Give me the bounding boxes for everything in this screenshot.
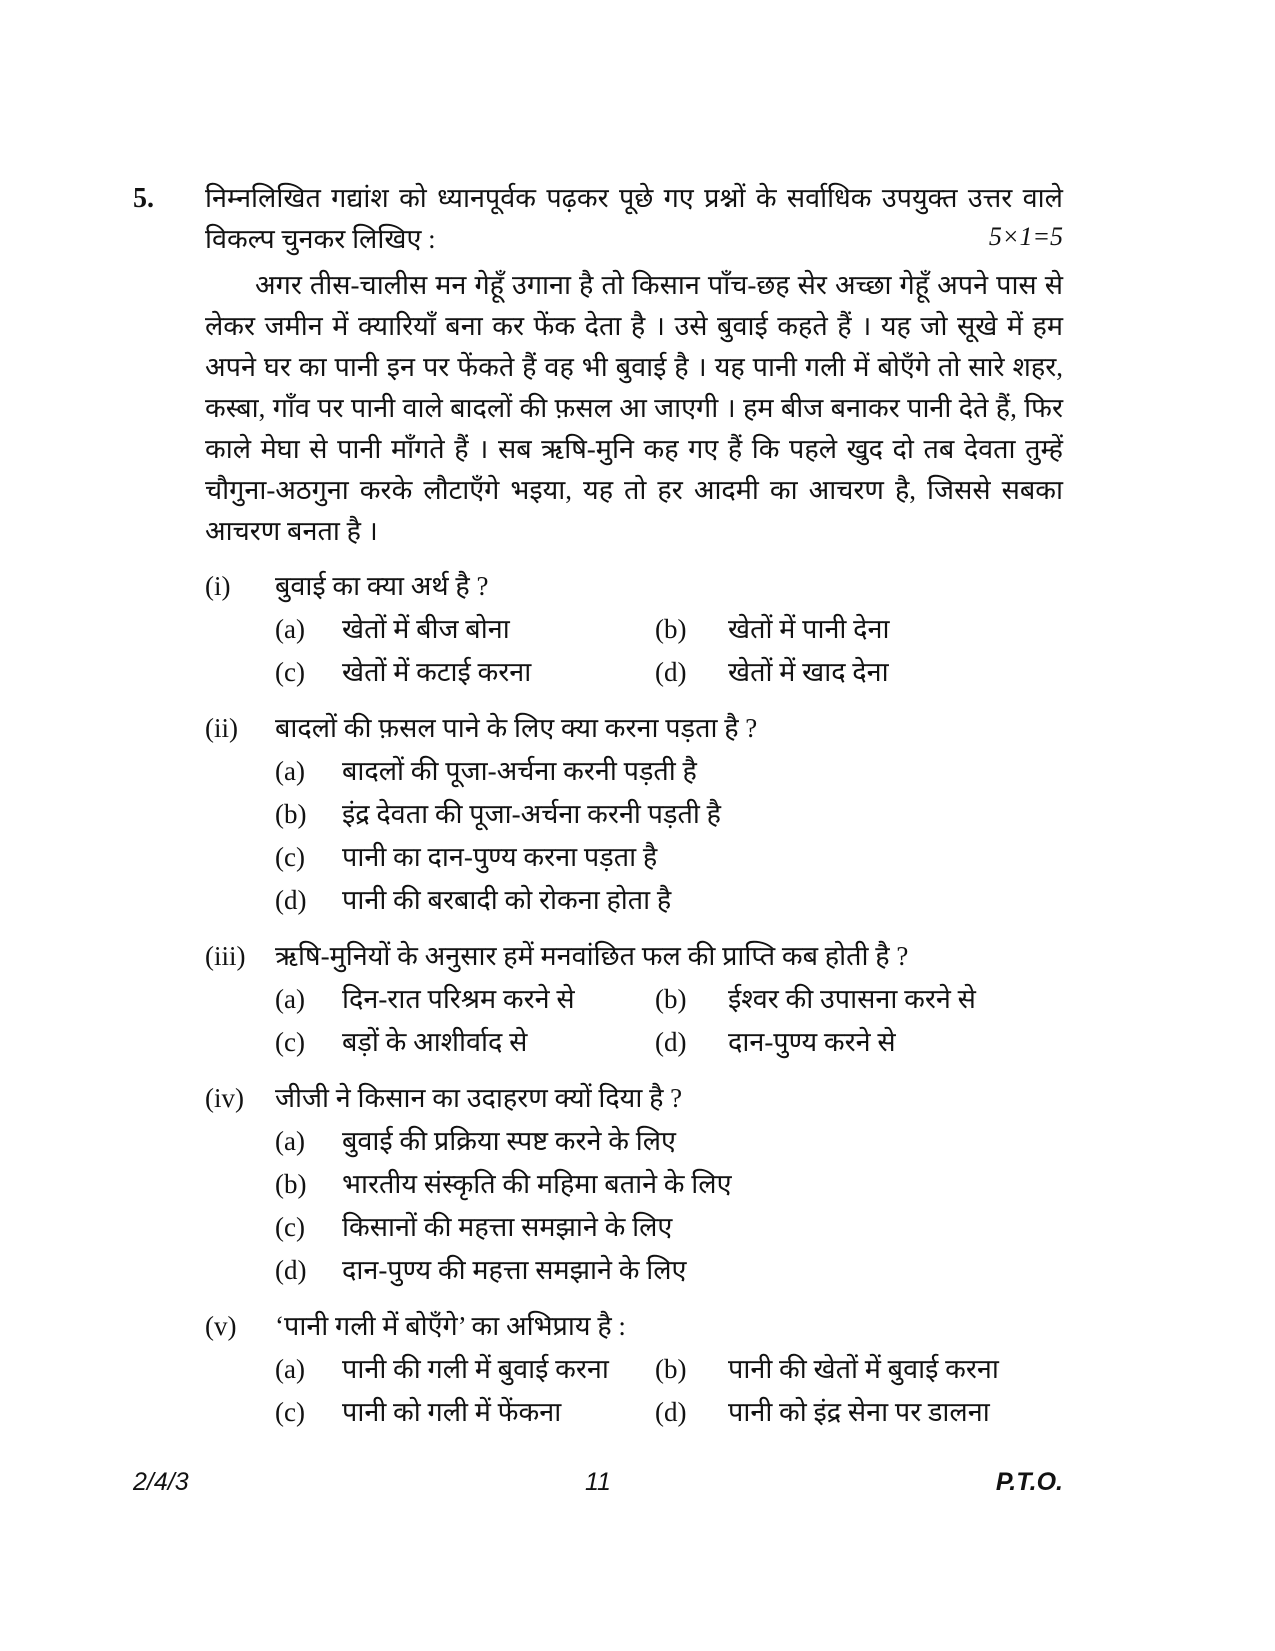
option-label: (a)	[275, 1354, 305, 1384]
option-d	[275, 1249, 687, 1292]
option-text: पानी की गली में बुवाई करना	[342, 1354, 609, 1384]
option-label: (d)	[655, 1397, 687, 1427]
option-row	[275, 1391, 1063, 1434]
sub-question-number: (ii)	[205, 713, 238, 743]
option-text: दान-पुण्य करने से	[728, 1027, 896, 1057]
option-b	[655, 1348, 999, 1391]
option-label: (c)	[275, 842, 305, 872]
pto-label: P.T.O.	[995, 1468, 1063, 1496]
option-text: बड़ों के आशीर्वाद से	[342, 1027, 528, 1057]
option-label: (b)	[275, 799, 307, 829]
question-prompt: निम्नलिखित गद्यांश को ध्यानपूर्वक पढ़कर पूछे गए प्रश्नों के सर्वाधिक उपयुक्त उत्तर वाले विकल्प चुनकर लिखिए :	[205, 183, 1063, 254]
reading-passage: अगर तीस-चालीस मन गेहूँ उगाना है तो किसान पाँच-छह सेर अच्छा गेहूँ अपने पास से लेकर जमीन में क्यारियाँ बना कर फेंक देता है । उसे बुवाई कहते हैं । यह जो सूखे में हम अपने घर का पानी इन पर फेंकते हैं वह भी बुवाई है । यह पानी गली में बोएँगे तो सारे शहर, कस्बा, गाँव पर पानी वाले बादलों की फ़सल आ जाएगी । हम बीज बनाकर पानी देते हैं, फिर काले मेघा से पानी माँगते हैं । सब ऋषि-मुनि कह गए हैं कि पहले खुद दो तब देवता तुम्हें चौगुना-अठगुना करके लौटाएँगे भइया, यह तो हर आदमी का आचरण है, जिससे सबका आचरण बनता है ।	[205, 270, 1063, 546]
option-label: (d)	[275, 885, 307, 915]
sub-question-ii	[205, 708, 1063, 922]
option-label: (b)	[275, 1169, 307, 1199]
option-c	[275, 1021, 655, 1064]
option-a	[275, 750, 697, 793]
option-row	[275, 1206, 1063, 1249]
option-text: खेतों में पानी देना	[728, 614, 890, 644]
option-c	[275, 836, 657, 879]
sub-question-number: (v)	[205, 1311, 237, 1341]
option-label: (c)	[275, 657, 305, 687]
option-text: दिन-रात परिश्रम करने से	[342, 984, 575, 1014]
page-number: 11	[585, 1468, 611, 1496]
option-c	[275, 1391, 655, 1434]
sub-question-number: (iii)	[205, 941, 246, 971]
option-b	[275, 1163, 732, 1206]
question-number: 5.	[133, 183, 154, 214]
option-label: (c)	[275, 1027, 305, 1057]
option-d	[655, 651, 889, 694]
option-label: (b)	[655, 614, 687, 644]
sub-question-i	[205, 566, 1063, 694]
option-text: पानी का दान-पुण्य करना पड़ता है	[342, 842, 658, 872]
sub-question-text: बुवाई का क्या अर्थ है ?	[275, 571, 489, 601]
option-label: (b)	[655, 1354, 687, 1384]
sub-question-text: जीजी ने किसान का उदाहरण क्यों दिया है ?	[275, 1083, 683, 1113]
options-list	[275, 1348, 1063, 1434]
option-text: खेतों में कटाई करना	[342, 657, 532, 687]
sub-question-number: (i)	[205, 571, 231, 601]
option-row	[275, 793, 1063, 836]
options-list	[275, 978, 1063, 1064]
option-label: (a)	[275, 984, 305, 1014]
option-row	[275, 1249, 1063, 1292]
marks-scheme: 5×1=5	[988, 222, 1063, 251]
option-row	[275, 750, 1063, 793]
option-label: (a)	[275, 1126, 305, 1156]
option-a	[275, 608, 655, 651]
sub-question-text: ऋषि-मुनियों के अनुसार हमें मनवांछित फल की प्राप्ति कब होती है ?	[275, 941, 909, 971]
options-list	[275, 608, 1063, 694]
option-row	[275, 836, 1063, 879]
option-label: (d)	[655, 1027, 687, 1057]
option-label: (d)	[275, 1255, 307, 1285]
option-text: दान-पुण्य की महत्ता समझाने के लिए	[342, 1255, 687, 1285]
option-text: किसानों की महत्ता समझाने के लिए	[342, 1212, 673, 1242]
page-footer	[133, 1468, 1063, 1497]
option-text: पानी की खेतों में बुवाई करना	[728, 1354, 999, 1384]
option-label: (d)	[655, 657, 687, 687]
option-label: (c)	[275, 1212, 305, 1242]
option-row	[275, 1163, 1063, 1206]
options-list	[275, 750, 1063, 922]
sub-question-iv	[205, 1078, 1063, 1292]
option-text: भारतीय संस्कृति की महिमा बताने के लिए	[342, 1169, 732, 1199]
option-label: (a)	[275, 614, 305, 644]
option-row	[275, 879, 1063, 922]
option-text: पानी को गली में फेंकना	[342, 1397, 562, 1427]
option-c	[275, 651, 655, 694]
option-c	[275, 1206, 672, 1249]
option-row	[275, 978, 1063, 1021]
options-list	[275, 1120, 1063, 1292]
option-label: (c)	[275, 1397, 305, 1427]
option-row	[275, 608, 1063, 651]
sub-question-v	[205, 1306, 1063, 1434]
sub-question-text: ‘पानी गली में बोएँगे’ का अभिप्राय है :	[275, 1311, 626, 1341]
option-label: (a)	[275, 756, 305, 786]
option-text: बुवाई की प्रक्रिया स्पष्ट करने के लिए	[342, 1126, 676, 1156]
question-5-header	[133, 178, 1063, 260]
option-a	[275, 1120, 676, 1163]
option-row	[275, 1348, 1063, 1391]
option-b	[655, 978, 976, 1021]
option-text: खेतों में बीज बोना	[342, 614, 510, 644]
page-content	[133, 178, 1063, 1434]
option-d	[655, 1021, 896, 1064]
option-label: (b)	[655, 984, 687, 1014]
option-text: ईश्वर की उपासना करने से	[728, 984, 976, 1014]
option-a	[275, 1348, 655, 1391]
option-b	[275, 793, 721, 836]
option-text: पानी को इंद्र सेना पर डालना	[728, 1397, 990, 1427]
option-text: बादलों की पूजा-अर्चना करनी पड़ती है	[342, 756, 697, 786]
option-row	[275, 1120, 1063, 1163]
option-d	[655, 1391, 990, 1434]
option-text: पानी की बरबादी को रोकना होता है	[342, 885, 672, 915]
option-d	[275, 879, 671, 922]
sub-question-iii	[205, 936, 1063, 1064]
option-row	[275, 651, 1063, 694]
option-text: खेतों में खाद देना	[728, 657, 889, 687]
option-b	[655, 608, 890, 651]
paper-code: 2/4/3	[133, 1468, 189, 1496]
sub-question-text: बादलों की फ़सल पाने के लिए क्या करना पड़ता है ?	[275, 713, 758, 743]
option-row	[275, 1021, 1063, 1064]
option-a	[275, 978, 655, 1021]
option-text: इंद्र देवता की पूजा-अर्चना करनी पड़ती है	[342, 799, 721, 829]
sub-question-number: (iv)	[205, 1083, 244, 1113]
